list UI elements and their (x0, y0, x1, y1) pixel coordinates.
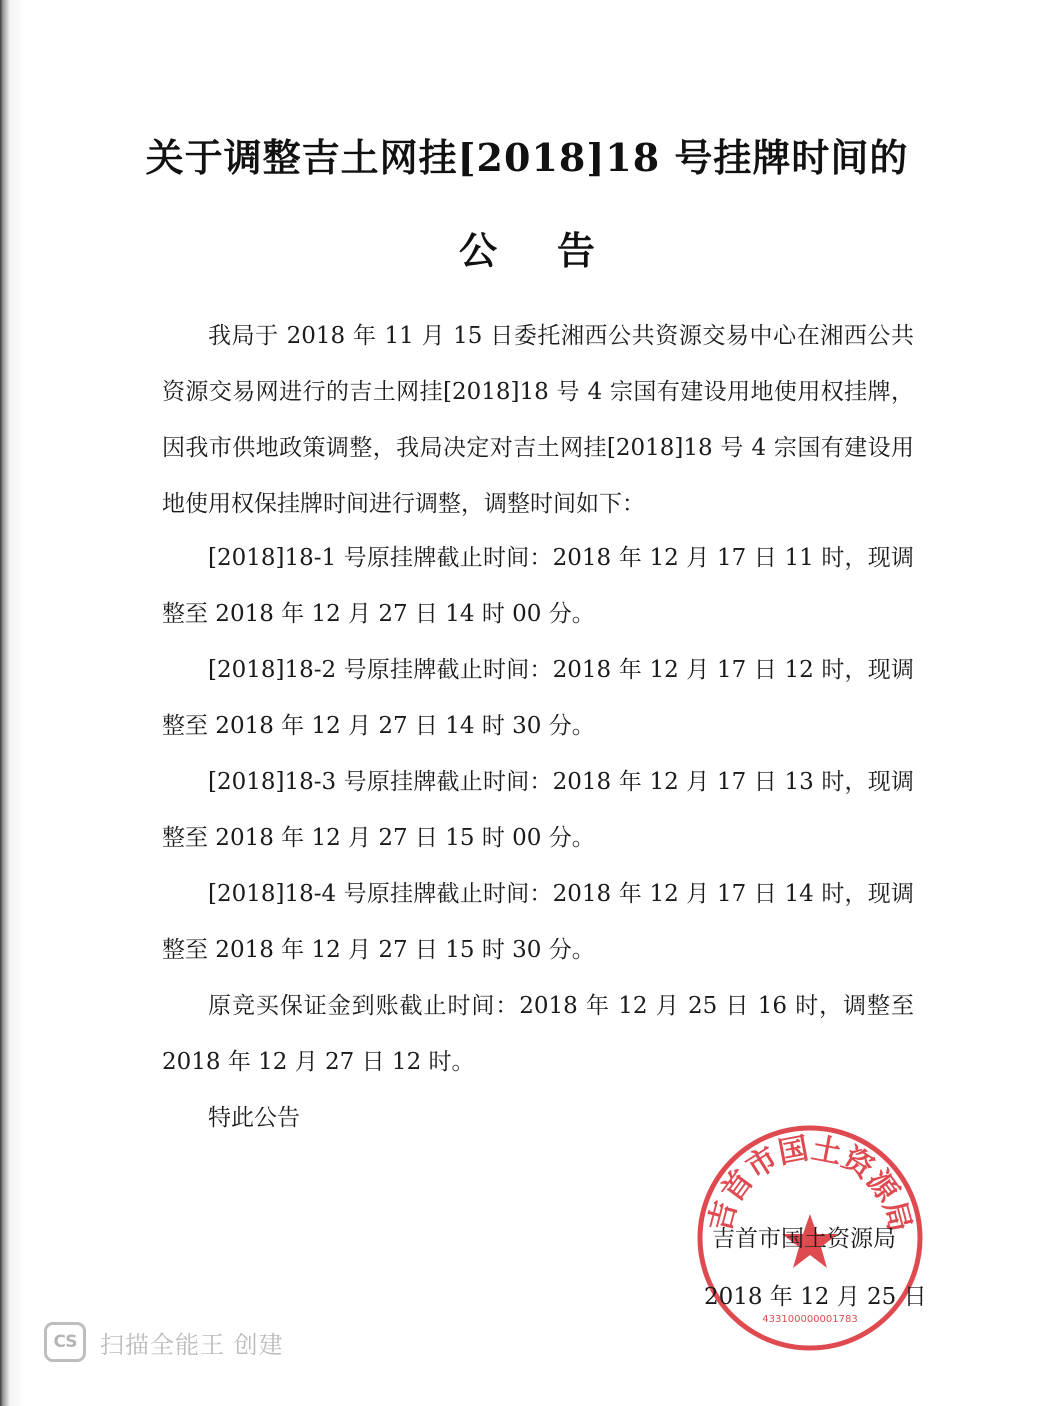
camscanner-logo-icon: CS (44, 1322, 86, 1362)
signature-date: 2018 年 12 月 25 日 (704, 1284, 927, 1310)
seal-text: 吉首市国土资源局 (702, 1131, 918, 1236)
adjustment-item-2: [2018]18-2 号原挂牌截止时间：2018 年 12 月 17 日 12 时，现调整至 2018 年 12 月 27 日 14 时 30 分。 (162, 657, 914, 739)
closing-remark: 特此公告 (208, 1105, 300, 1131)
document-title: 关于调整吉土网挂[2018]18 号挂牌时间的 (145, 135, 909, 180)
adjustment-item-3: [2018]18-3 号原挂牌截止时间：2018 年 12 月 17 日 13 时，现调整至 2018 年 12 月 27 日 15 时 00 分。 (162, 769, 914, 851)
adjustment-item-4: [2018]18-4 号原挂牌截止时间：2018 年 12 月 17 日 14 时，现调整至 2018 年 12 月 27 日 15 时 30 分。 (162, 881, 914, 963)
watermark-text: 扫描全能王 创建 (100, 1330, 284, 1359)
adjustment-item-1: [2018]18-1 号原挂牌截止时间：2018 年 12 月 17 日 11 时，现调整至 2018 年 12 月 27 日 14 时 00 分。 (162, 545, 914, 627)
seal-number: 433100000001783 (762, 1314, 858, 1325)
scanner-watermark (44, 1322, 284, 1362)
document-title-announcement: 公告 (458, 228, 655, 273)
deposit-deadline-paragraph: 原竞买保证金到账截止时间：2018 年 12 月 25 日 16 时，调整至 2018 年 12 月 27 日 12 时。 (162, 993, 914, 1075)
signature-organization: 吉首市国土资源局 (712, 1226, 896, 1252)
intro-paragraph: 我局于 2018 年 11 月 15 日委托湘西公共资源交易中心在湘西公共资源交易网进行的吉土网挂[2018]18 号 4 宗国有建设用地使用权挂牌，因我市供地政策调整，我局决定对吉土网挂[2018]18 号 4 宗国有建设用地使用权保挂牌时间进行调整，调整时间如下： (162, 323, 915, 517)
